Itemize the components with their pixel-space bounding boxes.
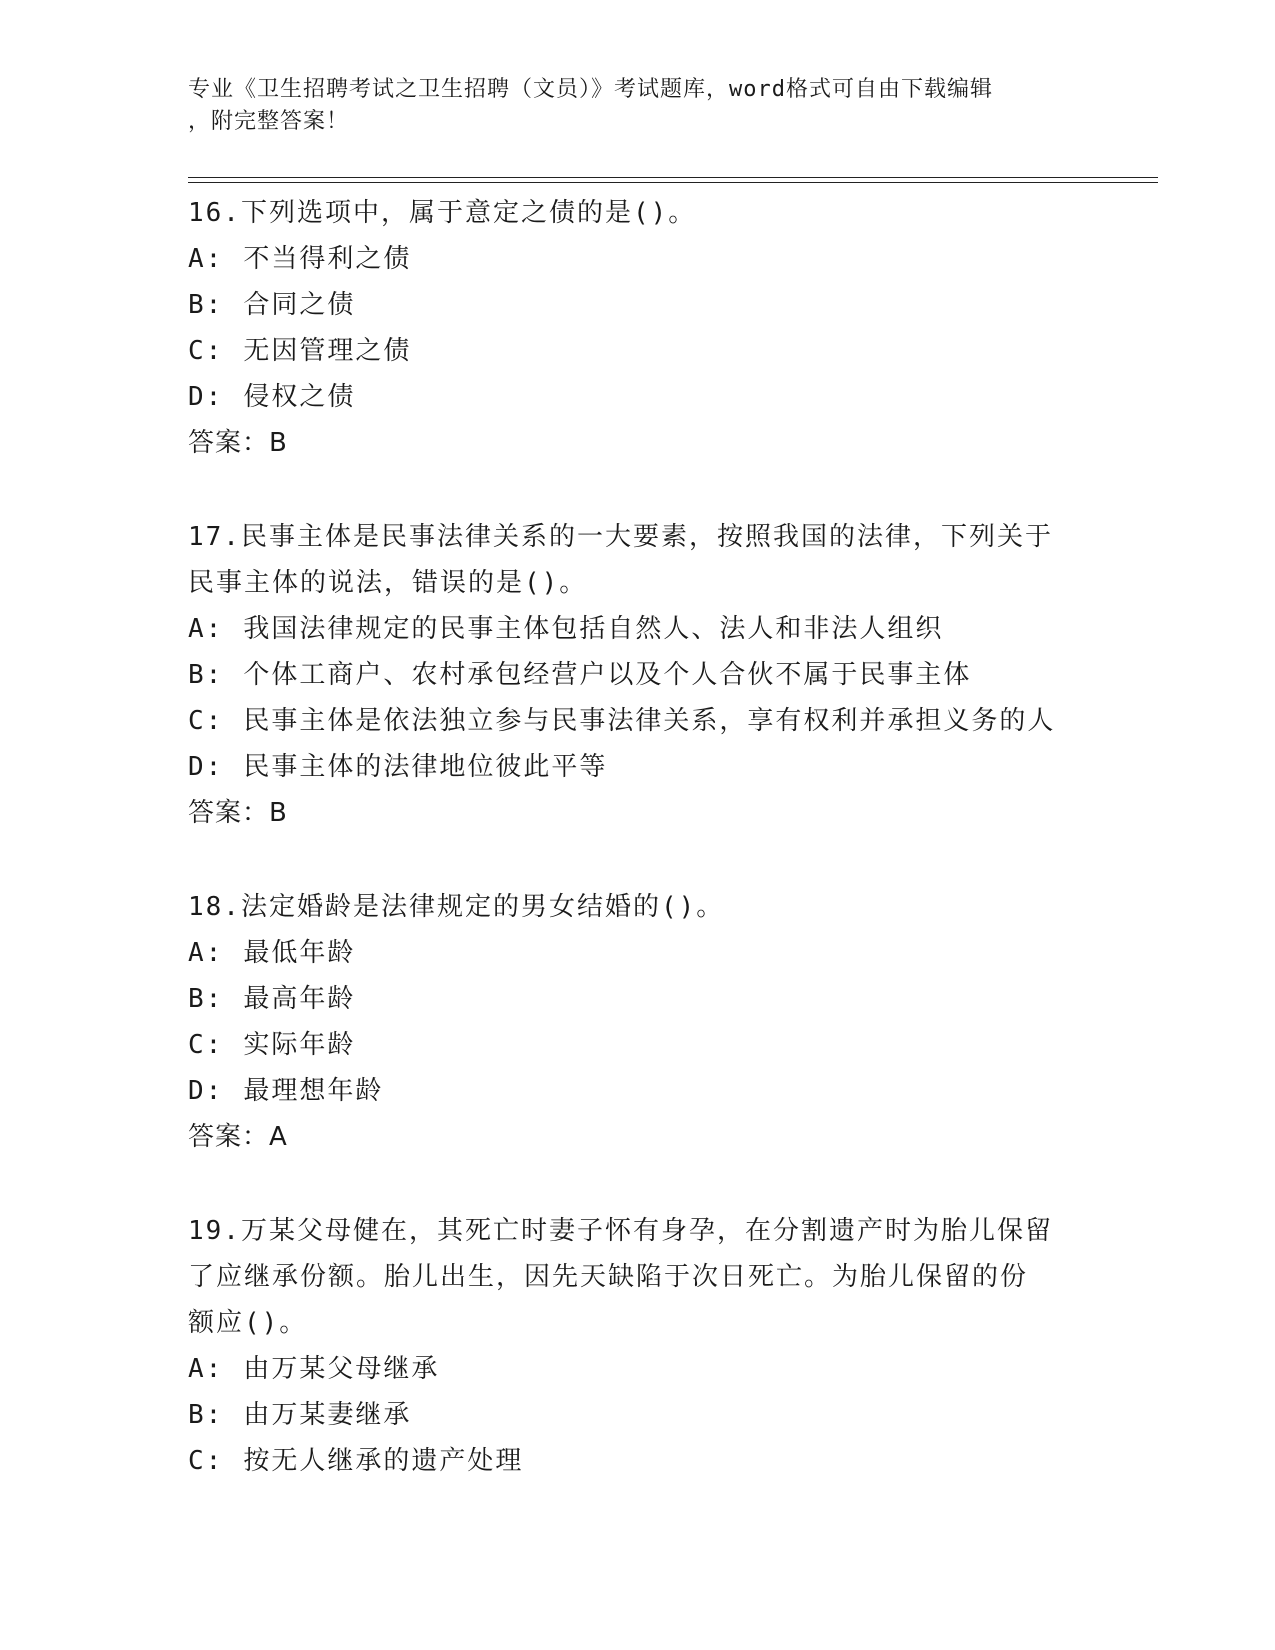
answer-option [188, 328, 1088, 374]
question-stem-line: 额应()。 [188, 1308, 308, 1338]
option-key: B: [188, 984, 224, 1014]
header-subtitle-line: ，附完整答案！ [188, 109, 350, 134]
option-text: 合同之债 [243, 290, 356, 320]
question-block [188, 1208, 1088, 1484]
answer-line: 答案：B [188, 428, 288, 458]
question-stem-line: 了应继承份额。胎儿出生，因先天缺陷于次日死亡。为胎儿保留的份 [188, 1262, 1029, 1292]
option-key: D: [188, 752, 224, 782]
option-key: A: [188, 1354, 224, 1384]
question-stem [188, 190, 1088, 236]
answer-option [188, 976, 1088, 1022]
option-text: 不当得利之债 [243, 244, 412, 274]
option-text: 最高年龄 [243, 984, 356, 1014]
question-stem-line: 19.万某父母健在，其死亡时妻子怀有身孕，在分割遗产时为胎儿保留 [188, 1216, 1053, 1246]
option-text: 由万某妻继承 [243, 1400, 412, 1430]
option-text: 无因管理之债 [243, 336, 412, 366]
option-text: 侵权之债 [243, 382, 356, 412]
option-key: A: [188, 614, 224, 644]
question-block [188, 190, 1088, 466]
answer-option [188, 236, 1088, 282]
answer-option [188, 1346, 1088, 1392]
answer-option [188, 652, 1088, 698]
question-stem-line: 18.法定婚龄是法律规定的男女结婚的()。 [188, 892, 725, 922]
question-stem [188, 514, 1088, 606]
option-key: A: [188, 938, 224, 968]
question-list [188, 190, 1088, 1532]
option-key: A: [188, 244, 224, 274]
answer-option [188, 744, 1088, 790]
option-text: 按无人继承的遗产处理 [243, 1446, 524, 1476]
option-key: D: [188, 382, 224, 412]
option-text: 最低年龄 [243, 938, 356, 968]
answer-option [188, 1068, 1088, 1114]
question-stem [188, 884, 1088, 930]
option-text: 实际年龄 [243, 1030, 356, 1060]
answer-option [188, 282, 1088, 328]
answer-option [188, 930, 1088, 976]
header-divider-bottom [188, 182, 1158, 183]
option-key: C: [188, 1446, 224, 1476]
answer-option [188, 1022, 1088, 1068]
document-header [188, 74, 1068, 138]
option-key: C: [188, 336, 224, 366]
option-text: 民事主体的法律地位彼此平等 [243, 752, 608, 782]
answer-line: 答案：A [188, 1122, 288, 1152]
header-divider-top [188, 177, 1158, 178]
option-key: B: [188, 660, 224, 690]
answer-option [188, 374, 1088, 420]
question-block [188, 884, 1088, 1160]
answer-line: 答案：B [188, 798, 288, 828]
option-text: 最理想年龄 [243, 1076, 384, 1106]
question-stem-line: 民事主体的说法，错误的是()。 [188, 568, 588, 598]
option-key: B: [188, 1400, 224, 1430]
answer-option [188, 698, 1088, 744]
option-text: 民事主体是依法独立参与民事法律关系，享有权利并承担义务的人 [243, 706, 1056, 736]
answer-option [188, 1438, 1088, 1484]
option-key: B: [188, 290, 224, 320]
question-stem-line: 16.下列选项中，属于意定之债的是()。 [188, 198, 697, 228]
option-key: C: [188, 706, 224, 736]
question-stem [188, 1208, 1088, 1346]
option-key: C: [188, 1030, 224, 1060]
option-text: 个体工商户、农村承包经营户以及个人合伙不属于民事主体 [243, 660, 972, 690]
question-block [188, 514, 1088, 836]
answer-option [188, 1392, 1088, 1438]
header-title-line: 专业《卫生招聘考试之卫生招聘（文员）》考试题库，word格式可自由下载编辑 [188, 77, 993, 102]
option-key: D: [188, 1076, 224, 1106]
option-text: 由万某父母继承 [243, 1354, 440, 1384]
question-stem-line: 17.民事主体是民事法律关系的一大要素，按照我国的法律，下列关于 [188, 522, 1053, 552]
option-text: 我国法律规定的民事主体包括自然人、法人和非法人组织 [243, 614, 944, 644]
answer-option [188, 606, 1088, 652]
